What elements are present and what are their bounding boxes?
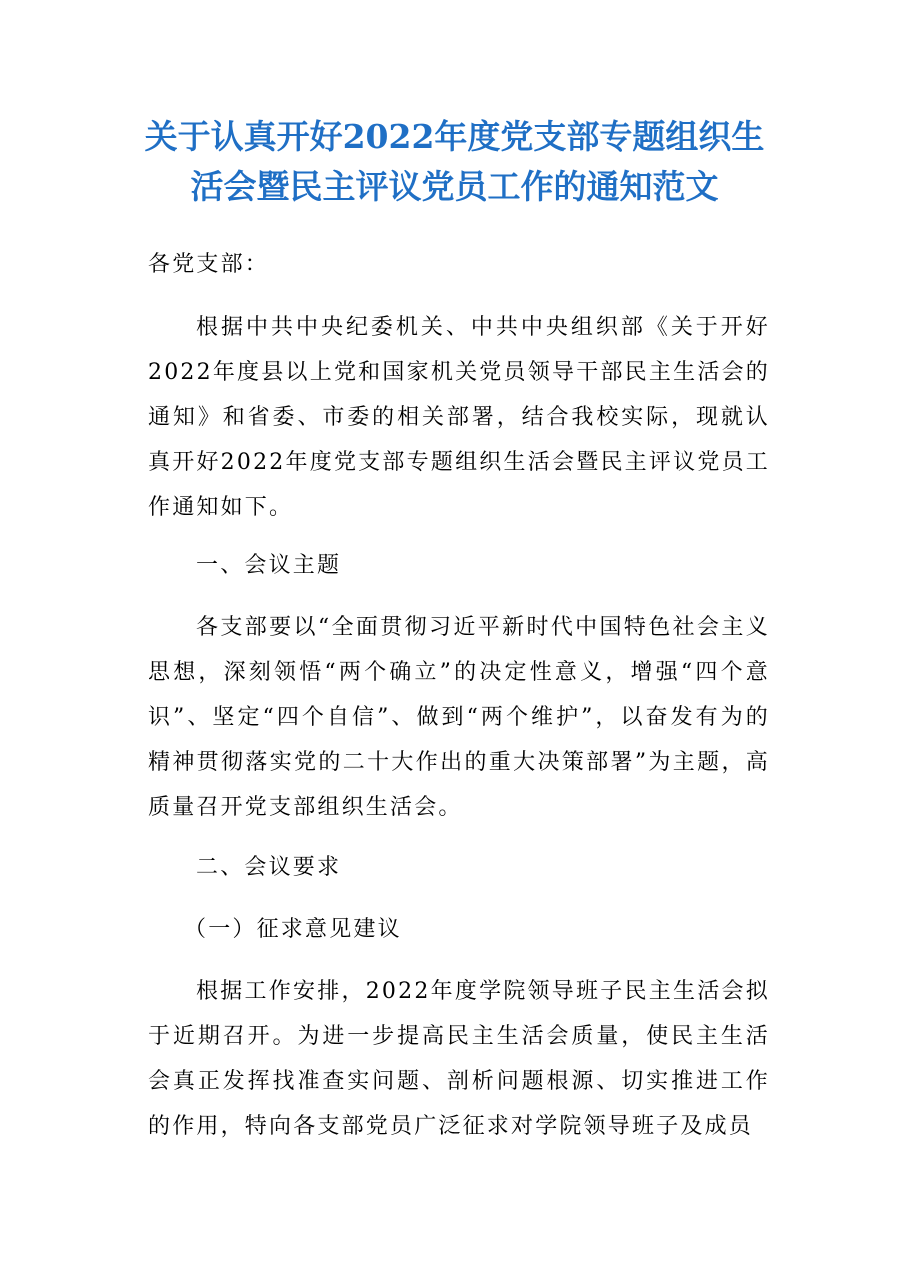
document-title: 关于认真开好2022年度党支部专题组织生活会暨民主评议党员工作的通知范文: [144, 117, 765, 206]
salutation: 各党支部：: [148, 252, 270, 277]
section1-body: 各支部要以“全面贯彻习近平新时代中国特色社会主义思想，深刻领悟“两个确立”的决定性意义，增强“四个意识”、坚定“四个自信”、做到“两个维护”，以奋发有为的精神贯彻落实党的二十大作出的重大决策部署”为主题，高质量召开党支部组织生活会。: [148, 615, 770, 820]
subsection1-heading: （一）征求意见建议: [184, 917, 402, 942]
section1-heading: 一、会议主题: [196, 553, 342, 578]
subsection1-body: 根据工作安排，2022年度学院领导班子民主生活会拟于近期召开。为进一步提高民主生活会质量，使民主生活会真正发挥找准查实问题、剖析问题根源、切实推进工作的作用，特向各支部党员广泛征求对学院领导班子及成员: [148, 979, 770, 1139]
section2-heading: 二、会议要求: [196, 855, 342, 880]
intro-paragraph: 根据中共中央纪委机关、中共中央组织部《关于开好2022年度县以上党和国家机关党员领导干部民主生活会的通知》和省委、市委的相关部署，结合我校实际，现就认真开好2022年度党支部专题组织生活会暨民主评议党员工作通知如下。: [148, 315, 770, 520]
